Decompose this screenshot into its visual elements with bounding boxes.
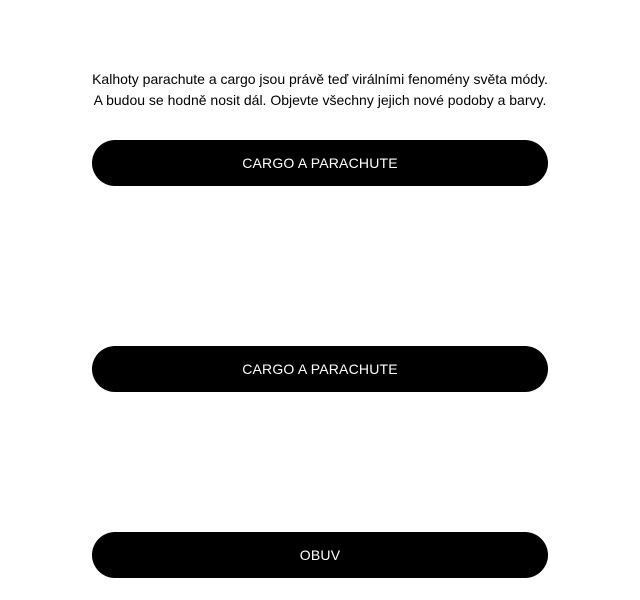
intro-line-1: Kalhoty parachute a cargo jsou právě teď virálními fenomény světa módy. bbox=[92, 71, 548, 87]
intro-text bbox=[60, 69, 580, 111]
cargo-parachute-button-secondary[interactable] bbox=[92, 346, 548, 392]
footwear-button-label: OBUV bbox=[299, 547, 341, 563]
cargo-parachute-button-secondary-label: CARGO A PARACHUTE bbox=[242, 361, 398, 377]
footwear-button[interactable] bbox=[92, 532, 548, 578]
cargo-parachute-button[interactable] bbox=[92, 140, 548, 186]
cargo-parachute-button-label: CARGO A PARACHUTE bbox=[242, 155, 398, 171]
intro-line-2: A budou se hodně nosit dál. Objevte všechny jejich nové podoby a barvy. bbox=[93, 92, 547, 108]
